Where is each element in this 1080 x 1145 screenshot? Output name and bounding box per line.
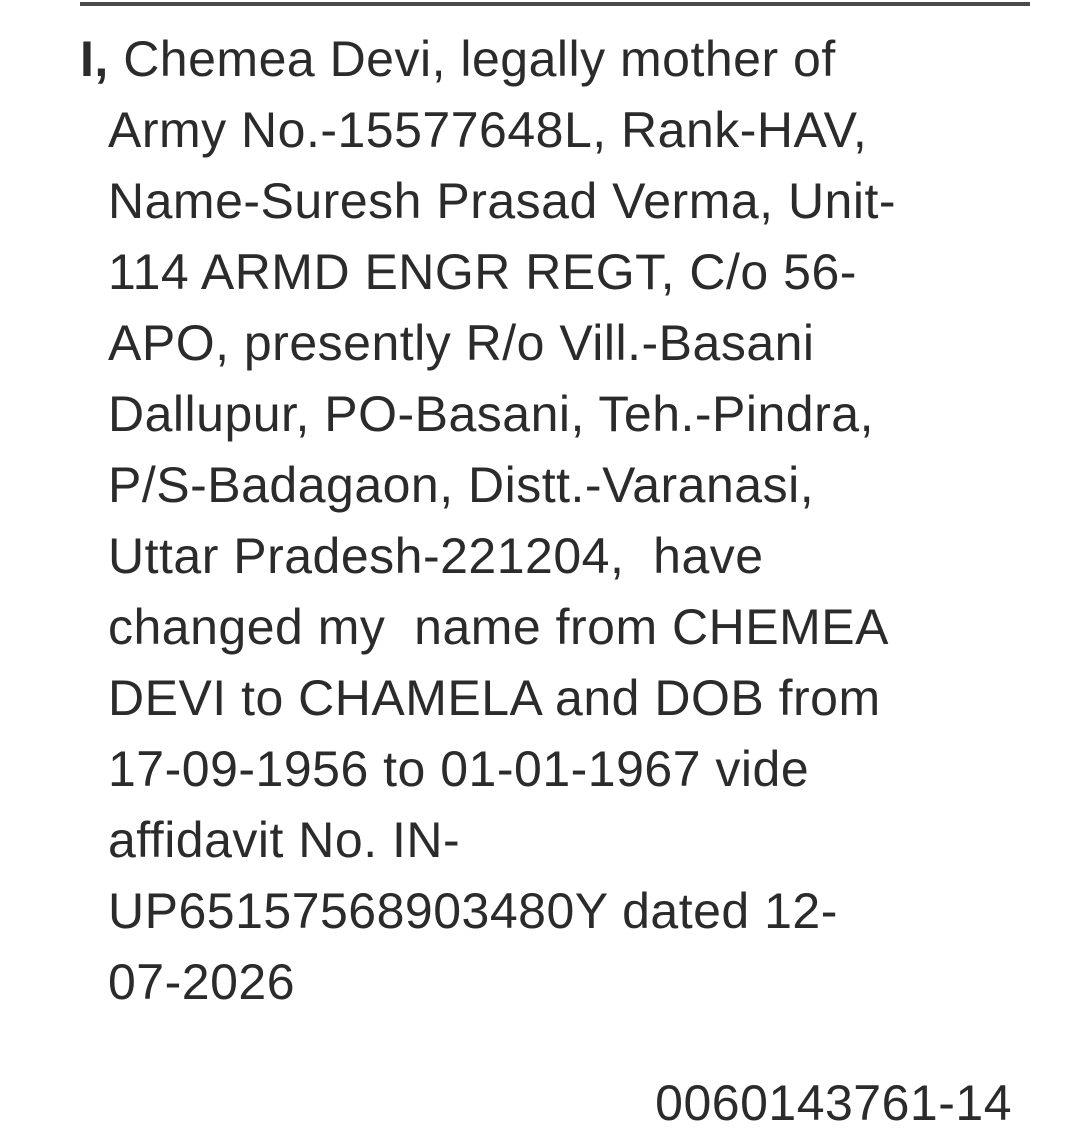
notice-line-6: Dallupur, PO-Basani, Teh.-Pindra, [108,386,874,442]
notice-line-7: P/S-Badagaon, Distt.-Varanasi, [108,457,815,513]
notice-line-8: Uttar Pradesh-221204, have [108,528,764,584]
notice-lead: I, [80,31,109,87]
notice-line-12: affidavit No. IN- [108,812,461,868]
notice-line-4: 114 ARMD ENGR REGT, C/o 56- [108,244,857,300]
reference-number: 0060143761-14 [655,1075,1012,1131]
notice-line-13: UP65157568903480Y dated 12- [108,883,838,939]
notice-line-5: APO, presently R/o Vill.-Basani [108,315,815,371]
notice-line-9: changed my name from CHEMEA [108,599,889,655]
notice-line-10: DEVI to CHAMELA and DOB from [108,670,881,726]
notice-line-3: Name-Suresh Prasad Verma, Unit- [108,173,897,229]
notice-line-2: Army No.-15577648L, Rank-HAV, [108,102,868,158]
notice-line-11: 17-09-1956 to 01-01-1967 vide [108,741,810,797]
notice-line-1 [80,24,836,94]
notice-line-1-text: Chemea Devi, legally mother of [108,31,836,87]
top-divider [80,2,1030,6]
notice-line-14: 07-2026 [108,954,295,1010]
